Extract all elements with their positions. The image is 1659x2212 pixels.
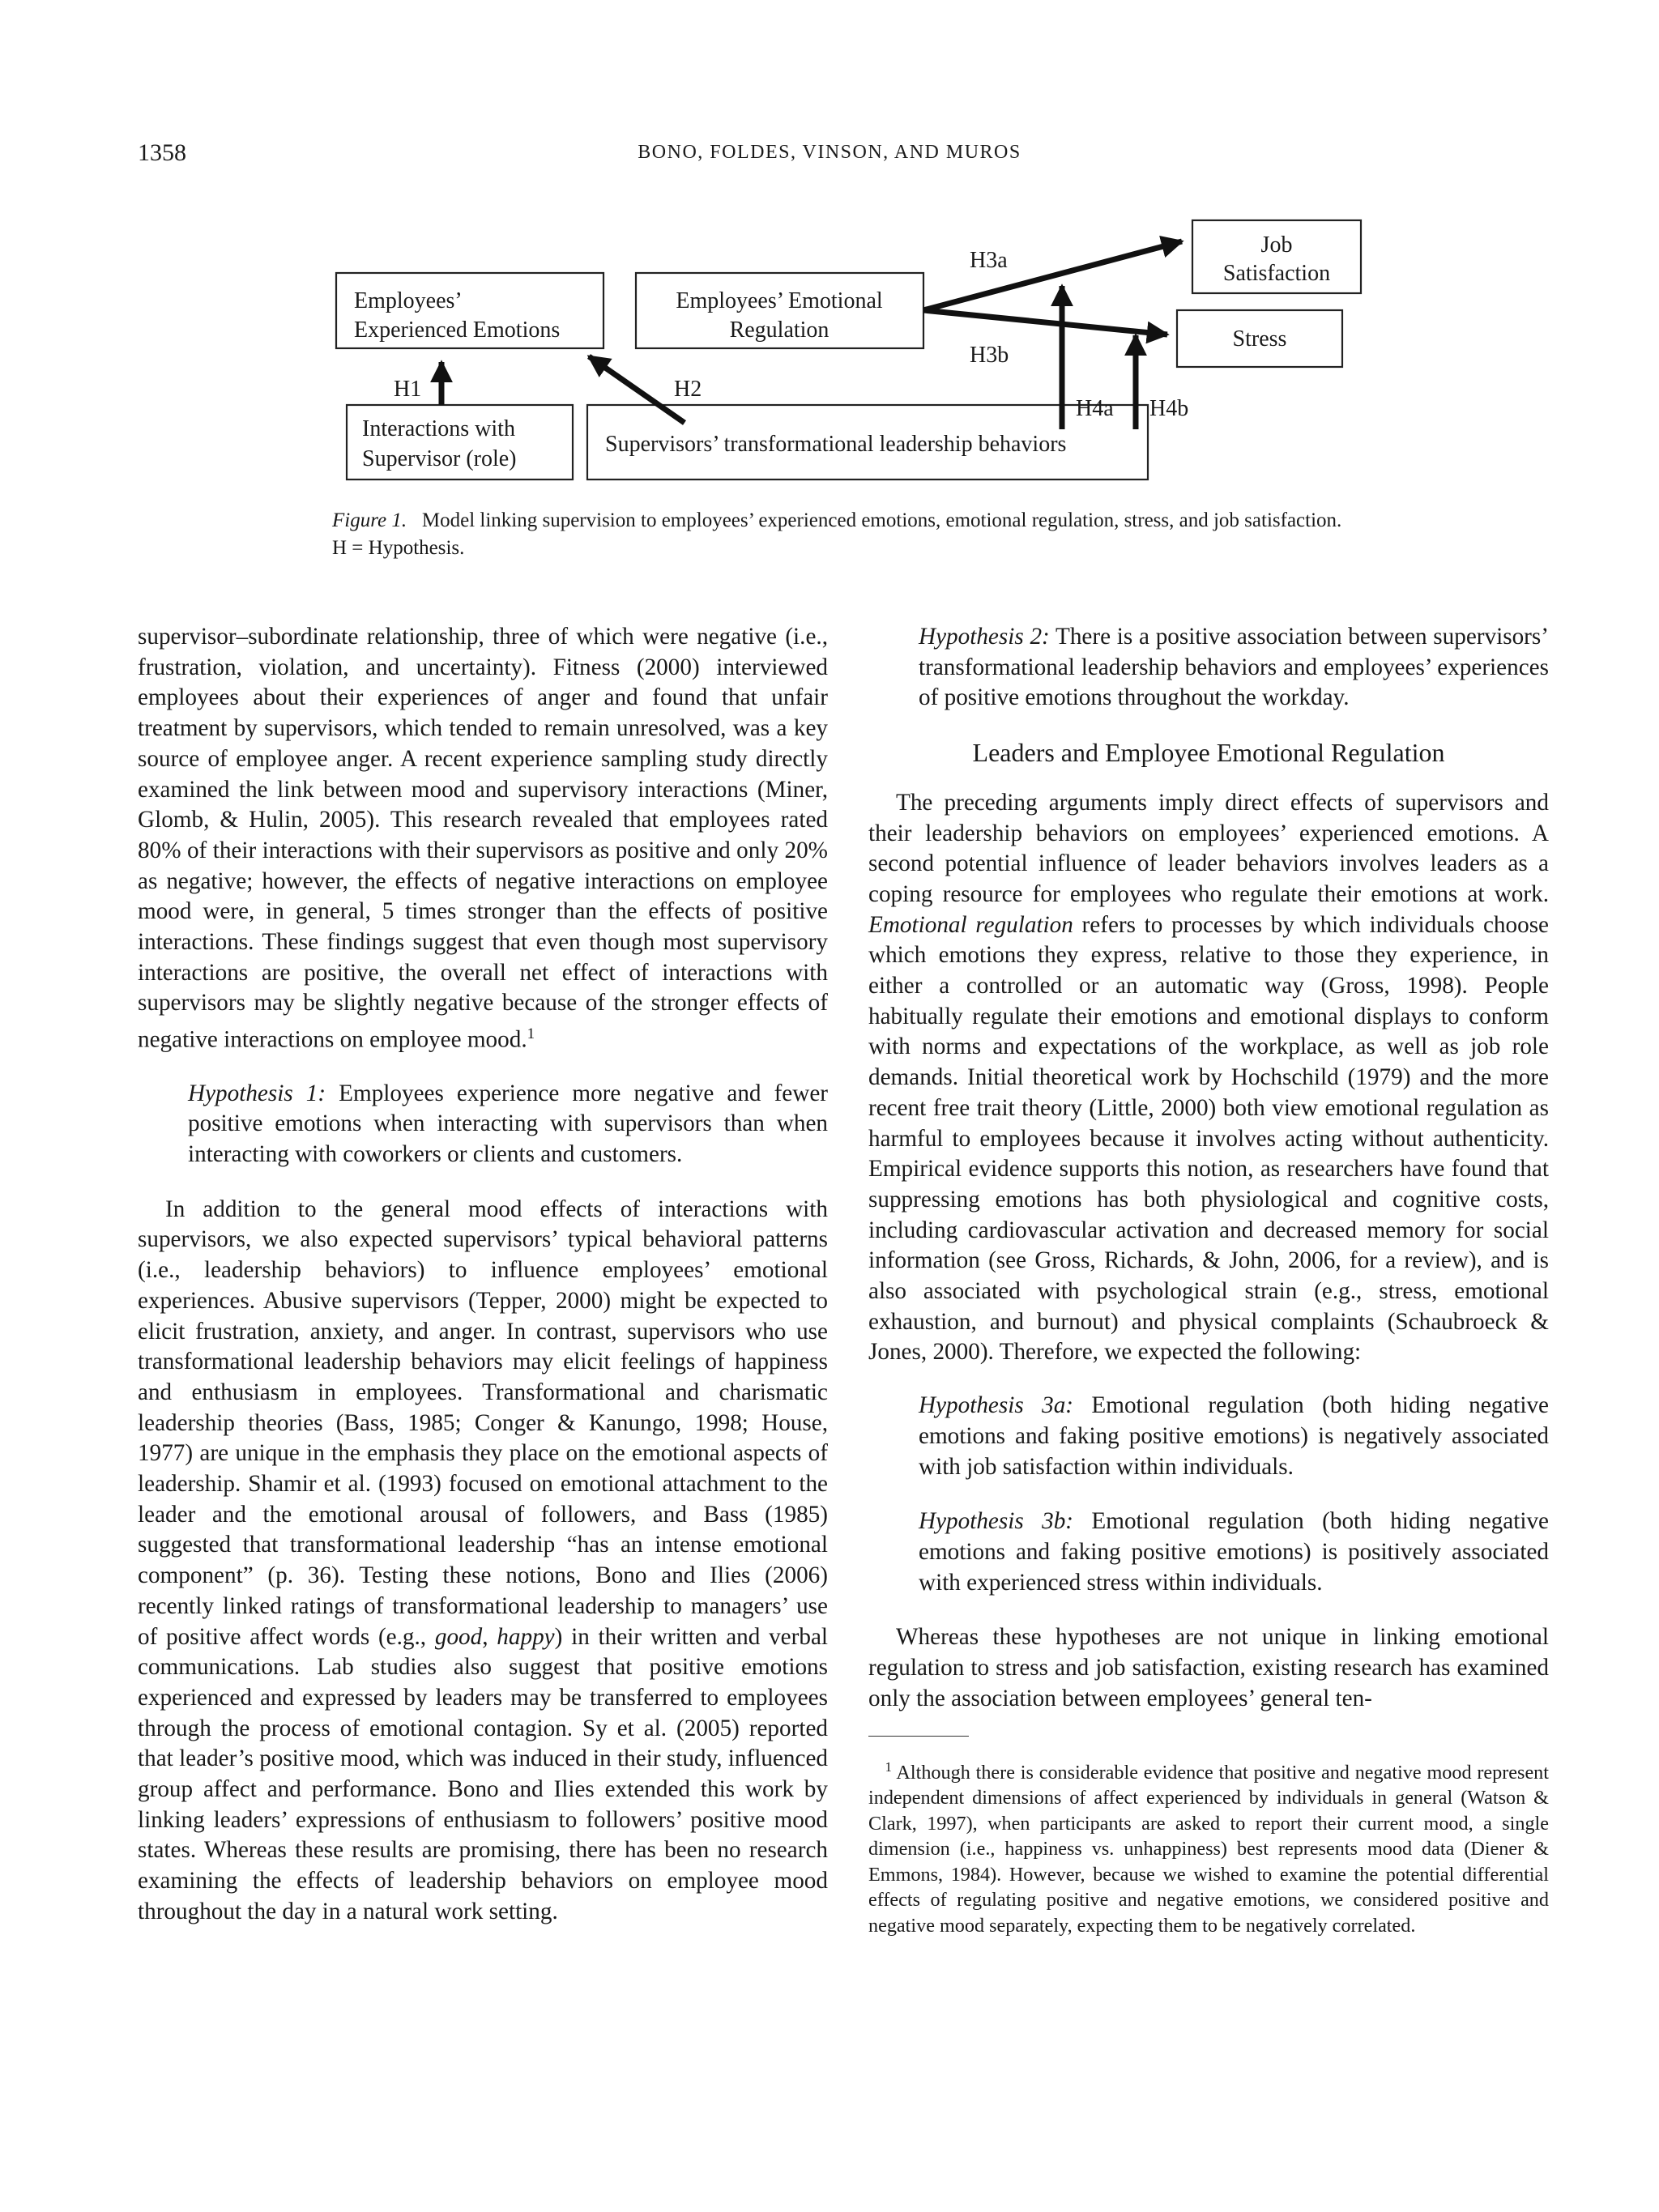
path-label-h4a: H4a [1076, 396, 1114, 421]
box-label-interactions-1: Interactions with [362, 416, 515, 441]
path-label-h3a: H3a [970, 248, 1008, 273]
term-emotional-regulation: Emotional regulation [868, 911, 1073, 938]
hypothesis-3a-text: Emotional regulation (both hiding negative emotions and faking positive emotions) is negatively associated with job satisfaction within individuals. [919, 1392, 1550, 1480]
hypothesis-1-text: Employees experience more negative and fewer positive emotions when interacting with supervisors than when interacting with coworkers or clients and customers. [188, 1080, 828, 1167]
running-head: BONO, FOLDES, VINSON, AND MUROS [638, 142, 1021, 163]
box-label-emotional-regulation-1: Employees’ Emotional [676, 288, 883, 313]
footnote-ref: 1 [527, 1025, 535, 1043]
path-label-h1: H1 [394, 377, 422, 402]
box-label-transformational: Supervisors’ transformational leadership behaviors [605, 432, 1067, 457]
box-label-emotional-regulation-2: Regulation [729, 318, 830, 343]
box-label-experienced-emotions-2: Experienced Emotions [354, 318, 561, 343]
paragraph-3-start: The preceding arguments imply direct effects of supervisors and their leadership behaviors on employees’ experienced emotions. A second potential influence of leader behaviors involves leaders as a coping resource for employees who regulate their emotions at work. [868, 789, 1549, 907]
hypothesis-3b-label: Hypothesis 3b: [919, 1508, 1074, 1535]
paragraph-2 [138, 1195, 828, 1928]
paragraph-4: Whereas these hypotheses are not unique in linking emotional regulation to stress and job satisfaction, existing research has examined only the association between employees’ general ten- [868, 1624, 1549, 1711]
left-column [138, 622, 828, 1928]
footnote-text: Although there is considerable evidence that positive and negative mood represent independent dimensions of affect experienced by individuals in general (Watson & Clark, 1997), when participants are asked to report their current mood, a single dimension (i.e., happiness vs. unhappiness) best represents mood data (Diener & Emmons, 1984). However, because we wished to examine the potential differential effects of regulating positive and negative emotions, we considered positive and negative mood separately, expecting them to be negatively correlated. [868, 1761, 1549, 1937]
caption-text: Model linking supervision to employees’ experienced emotions, emotional regulation, stress, and job satisfaction. H = Hypothesis. [332, 509, 1342, 559]
right-column [868, 622, 1549, 1938]
path-label-h2: H2 [674, 377, 702, 402]
hypothesis-1-label: Hypothesis 1: [188, 1080, 326, 1106]
figure-caption [332, 507, 1353, 562]
hypothesis-3b-text: Emotional regulation (both hiding negative emotions and faking positive emotions) is positively associated with experienced stress within individuals. [919, 1508, 1550, 1596]
example-separator: , [482, 1623, 497, 1650]
paragraph-1 [138, 622, 828, 1056]
paragraph-2-text: In addition to the general mood effects of interactions with supervisors, we also expected supervisors’ typical behavioral patterns (i.e., leadership behaviors) to influence employees’ emotional experiences. Abusive supervisors (Tepper, 2000) might be expected to elicit frustration, anxiety, and anger. In contrast, supervisors who use transformational leadership behaviors may elicit feelings of happiness and enthusiasm in employees. Transformational and charismatic leadership theories (Bass, 1985; Conger & Kanungo, 1998; House, 1977) are unique in the emphasis they place on the emotional aspects of leadership. Shamir et al. (1993) focused on emotional attachment to the leader and the emotional arousal of followers, and Bass (1985) suggested that transformational leadership “has an intense emotional component” (p. 36). Testing these notions, Bono and Ilies (2006) recently linked ratings of transformational leadership to managers’ use of positive affect words (e.g., [138, 1196, 828, 1650]
example-word-good: good [434, 1623, 483, 1650]
paragraph-3-rest: refers to processes by which individuals choose which emotions they express, relative to those they experience, in either a controlled or an automatic way (Gross, 1998). People habitually regulate their emotions and emotional displays to conform with norms and expectations of the workplace, as well as job role demands. Initial theoretical work by Hochschild (1979) and the more recent free trait theory (Little, 2000) both view emotional regulation as harmful to employees because it involves acting without authenticity. Empirical evidence supports this notion, as researchers have found that suppressing emotions has both physiological and cognitive costs, including cardiovascular activation and decreased memory for social information (see Gross, Richards, & John, 2006, for a review), and is also associated with psychological strain (e.g., stress, emotional exhaustion, and burnout) and physical complaints (Schaubroeck & Jones, 2000). Therefore, we expected the following: [868, 911, 1550, 1366]
hypothesis-1 [188, 1079, 828, 1170]
hypothesis-2 [919, 622, 1549, 714]
paragraph-1-text: supervisor–subordinate relationship, three of which were negative (i.e., frustration, violation, and uncertainty). Fitness (2000) interviewed employees about their experiences of anger and found that unfair treatment by supervisors, which tended to remain unresolved, was a key source of employee anger. A recent experience sampling study directly examined the link between mood and supervisory interactions (Miner, Glomb, & Hulin, 2005). This research revealed that employees rated 80% of their interactions with their supervisors as positive and only 20% as negative; however, the effects of negative interactions on employee mood were, in general, 5 times stronger than the effects of positive interactions. These findings suggest that even though most supervisory interactions are positive, the overall net effect of interactions with supervisors may be slightly negative because of the stronger effects of negative interactions on employee mood. [138, 624, 828, 1053]
box-label-stress: Stress [1232, 326, 1287, 352]
footnote [868, 1754, 1549, 1939]
model-figure [0, 0, 1659, 583]
footnote-mark: 1 [885, 1758, 892, 1775]
footnote-divider [868, 1736, 969, 1737]
arrow-h3b [923, 310, 1167, 335]
page-number: 1358 [138, 139, 186, 166]
box-label-interactions-2: Supervisor (role) [362, 446, 517, 471]
hypothesis-3a [919, 1391, 1549, 1482]
hypothesis-3b [919, 1507, 1549, 1598]
box-label-experienced-emotions-1: Employees’ [354, 288, 463, 313]
paragraph-3 [868, 788, 1549, 1368]
arrow-h3a [923, 241, 1182, 310]
hypothesis-2-text: There is a positive association between supervisors’ transformational leadership behaviors and employees’ experiences of positive emotions throughout the workday. [919, 624, 1549, 711]
section-heading: Leaders and Employee Emotional Regulation [972, 738, 1445, 768]
paragraph-2-end: ) in their written and verbal communications. Lab studies also suggest that positive emotions experienced and expressed by leaders may be transferred to employees through the process of emotional contagion. Sy et al. (2005) reported that leader’s positive mood, which was induced in their study, influenced group affect and performance. Bono and Ilies extended this work by linking leaders’ expressions of enthusiasm to followers’ positive mood states. Whereas these results are promising, there has been no research examining the effects of leadership behaviors on employee mood throughout the day in a natural work setting. [138, 1623, 829, 1924]
hypothesis-3a-label: Hypothesis 3a: [919, 1392, 1074, 1419]
hypothesis-2-label: Hypothesis 2: [919, 624, 1050, 650]
box-label-job-satisfaction-1: Job [1260, 232, 1293, 258]
example-word-happy: happy [497, 1623, 555, 1650]
path-label-h4b: H4b [1149, 396, 1189, 421]
caption-label: Figure 1. [332, 509, 407, 531]
path-label-h3b: H3b [970, 343, 1009, 368]
box-label-job-satisfaction-2: Satisfaction [1222, 261, 1331, 286]
arrow-h2 [589, 356, 684, 423]
